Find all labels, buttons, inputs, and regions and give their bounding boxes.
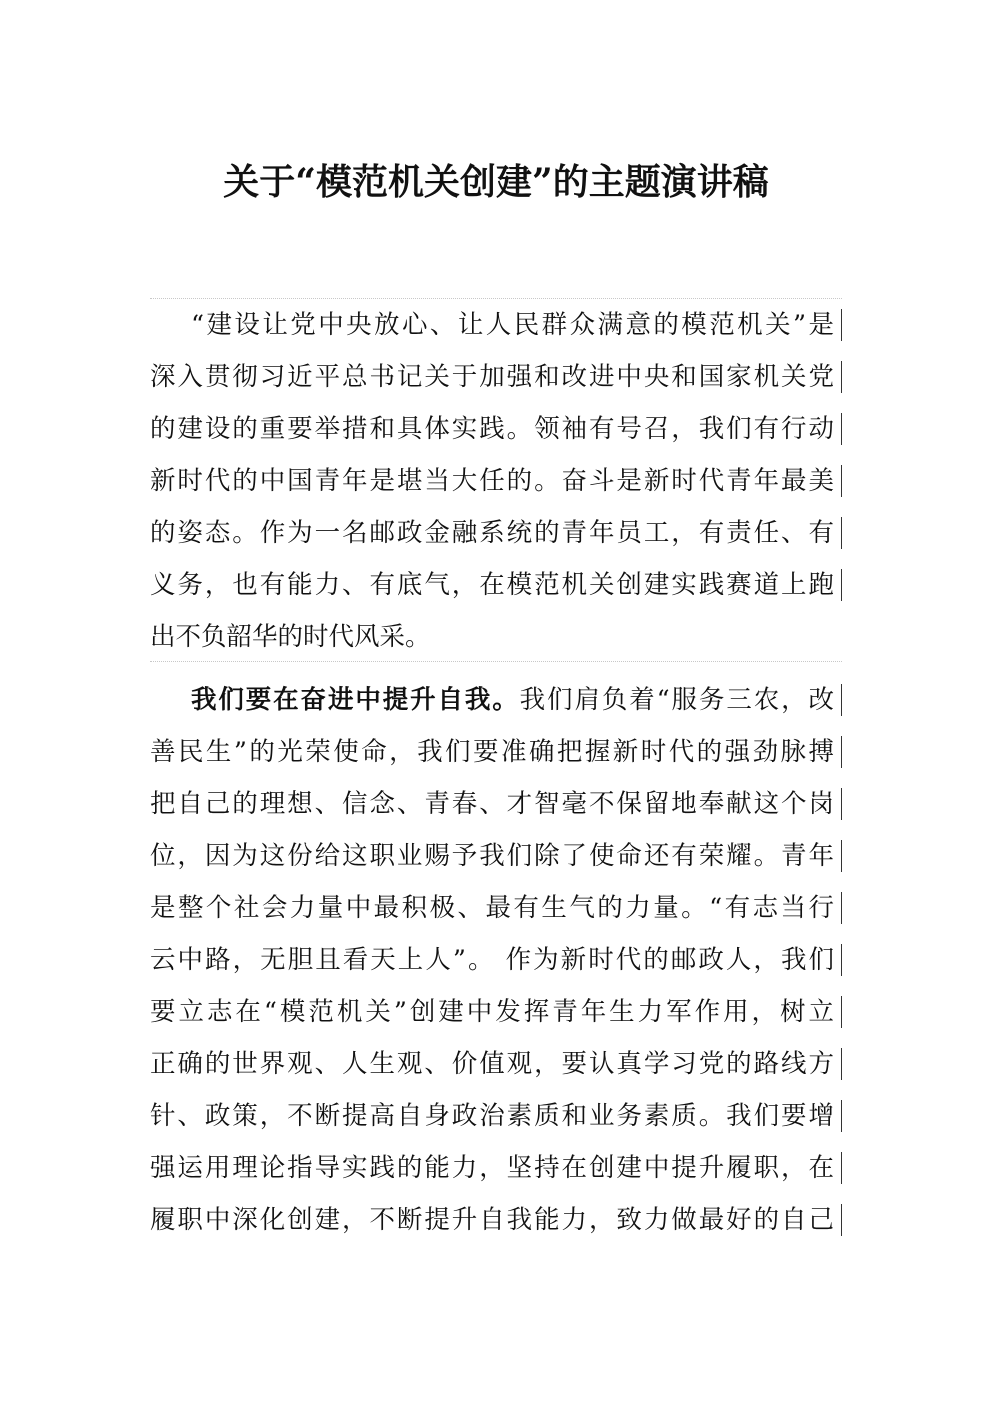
line-text: 履职中深化创建，不断提升自我能力，致力做最好的自己 [150,1205,834,1235]
text-line [150,674,842,726]
line-text: 是整个社会力量中最积极、最有生气的力量。“有志当行 [150,893,834,923]
text-line [150,299,842,351]
text-line [150,507,842,559]
text-line [150,611,842,663]
line-text: 深入贯彻习近平总书记关于加强和改进中央和国家机关党 [150,362,834,392]
line-text: 出不负韶华的时代风采。 [150,622,431,652]
line-text: “建设让党中央放心、让人民群众满意的模范机关”是 [191,310,834,340]
margin-bar [841,736,842,768]
margin-bar [841,309,842,341]
line-text: 我们肩负着“服务三农，改 [519,685,834,715]
line-text: 的姿态。作为一名邮政金融系统的青年员工，有责任、有 [150,518,834,548]
margin-bar [841,361,842,393]
text-line [150,1194,842,1246]
text-line [150,1142,842,1194]
text-line [150,934,842,986]
line-text: 正确的世界观、人生观、价值观，要认真学习党的路线方 [150,1049,834,1079]
paragraph-intro [150,298,842,662]
line-text: 善民生”的光荣使命，我们要准确把握新时代的强劲脉搏 [150,737,834,767]
text-line [150,778,842,830]
margin-bar [841,996,842,1028]
line-text: 要立志在“模范机关”创建中发挥青年生力军作用，树立 [150,997,834,1027]
paragraph-lead: 我们要在奋进中提升自我。 [191,685,520,715]
line-text: 针、政策，不断提高自身政治素质和业务素质。我们要增 [150,1101,834,1131]
document-title: 关于“模范机关创建”的主题演讲稿 [223,161,769,203]
line-text: 位，因为这份给这职业赐予我们除了使命还有荣耀。青年 [150,841,834,871]
line-text: 的建设的重要举措和具体实践。领袖有号召，我们有行动 [150,414,834,444]
text-line [150,1038,842,1090]
paragraph-self-improvement [150,674,842,1246]
margin-bar [841,840,842,872]
margin-bar [841,684,842,716]
text-line [150,1090,842,1142]
line-text: 云中路，无胆且看天上人”。 作为新时代的邮政人，我们 [150,945,834,975]
margin-bar [841,1100,842,1132]
text-line [150,882,842,934]
margin-bar [841,569,842,601]
margin-bar [841,1152,842,1184]
margin-bar [841,1048,842,1080]
text-line [150,986,842,1038]
text-line [150,726,842,778]
margin-bar [841,517,842,549]
text-line [150,351,842,403]
line-text: 新时代的中国青年是堪当大任的。奋斗是新时代青年最美 [150,466,834,496]
margin-bar [841,788,842,820]
text-line [150,455,842,507]
text-line [150,830,842,882]
margin-bar [841,465,842,497]
line-text: 强运用理论指导实践的能力，坚持在创建中提升履职，在 [150,1153,834,1183]
margin-bar [841,944,842,976]
text-line [150,403,842,455]
text-line [150,559,842,611]
line-text: 把自己的理想、信念、青春、才智毫不保留地奉献这个岗 [150,789,834,819]
margin-bar [841,413,842,445]
margin-bar [841,1204,842,1236]
margin-bar [841,892,842,924]
line-text: 义务，也有能力、有底气，在模范机关创建实践赛道上跑 [150,570,834,600]
